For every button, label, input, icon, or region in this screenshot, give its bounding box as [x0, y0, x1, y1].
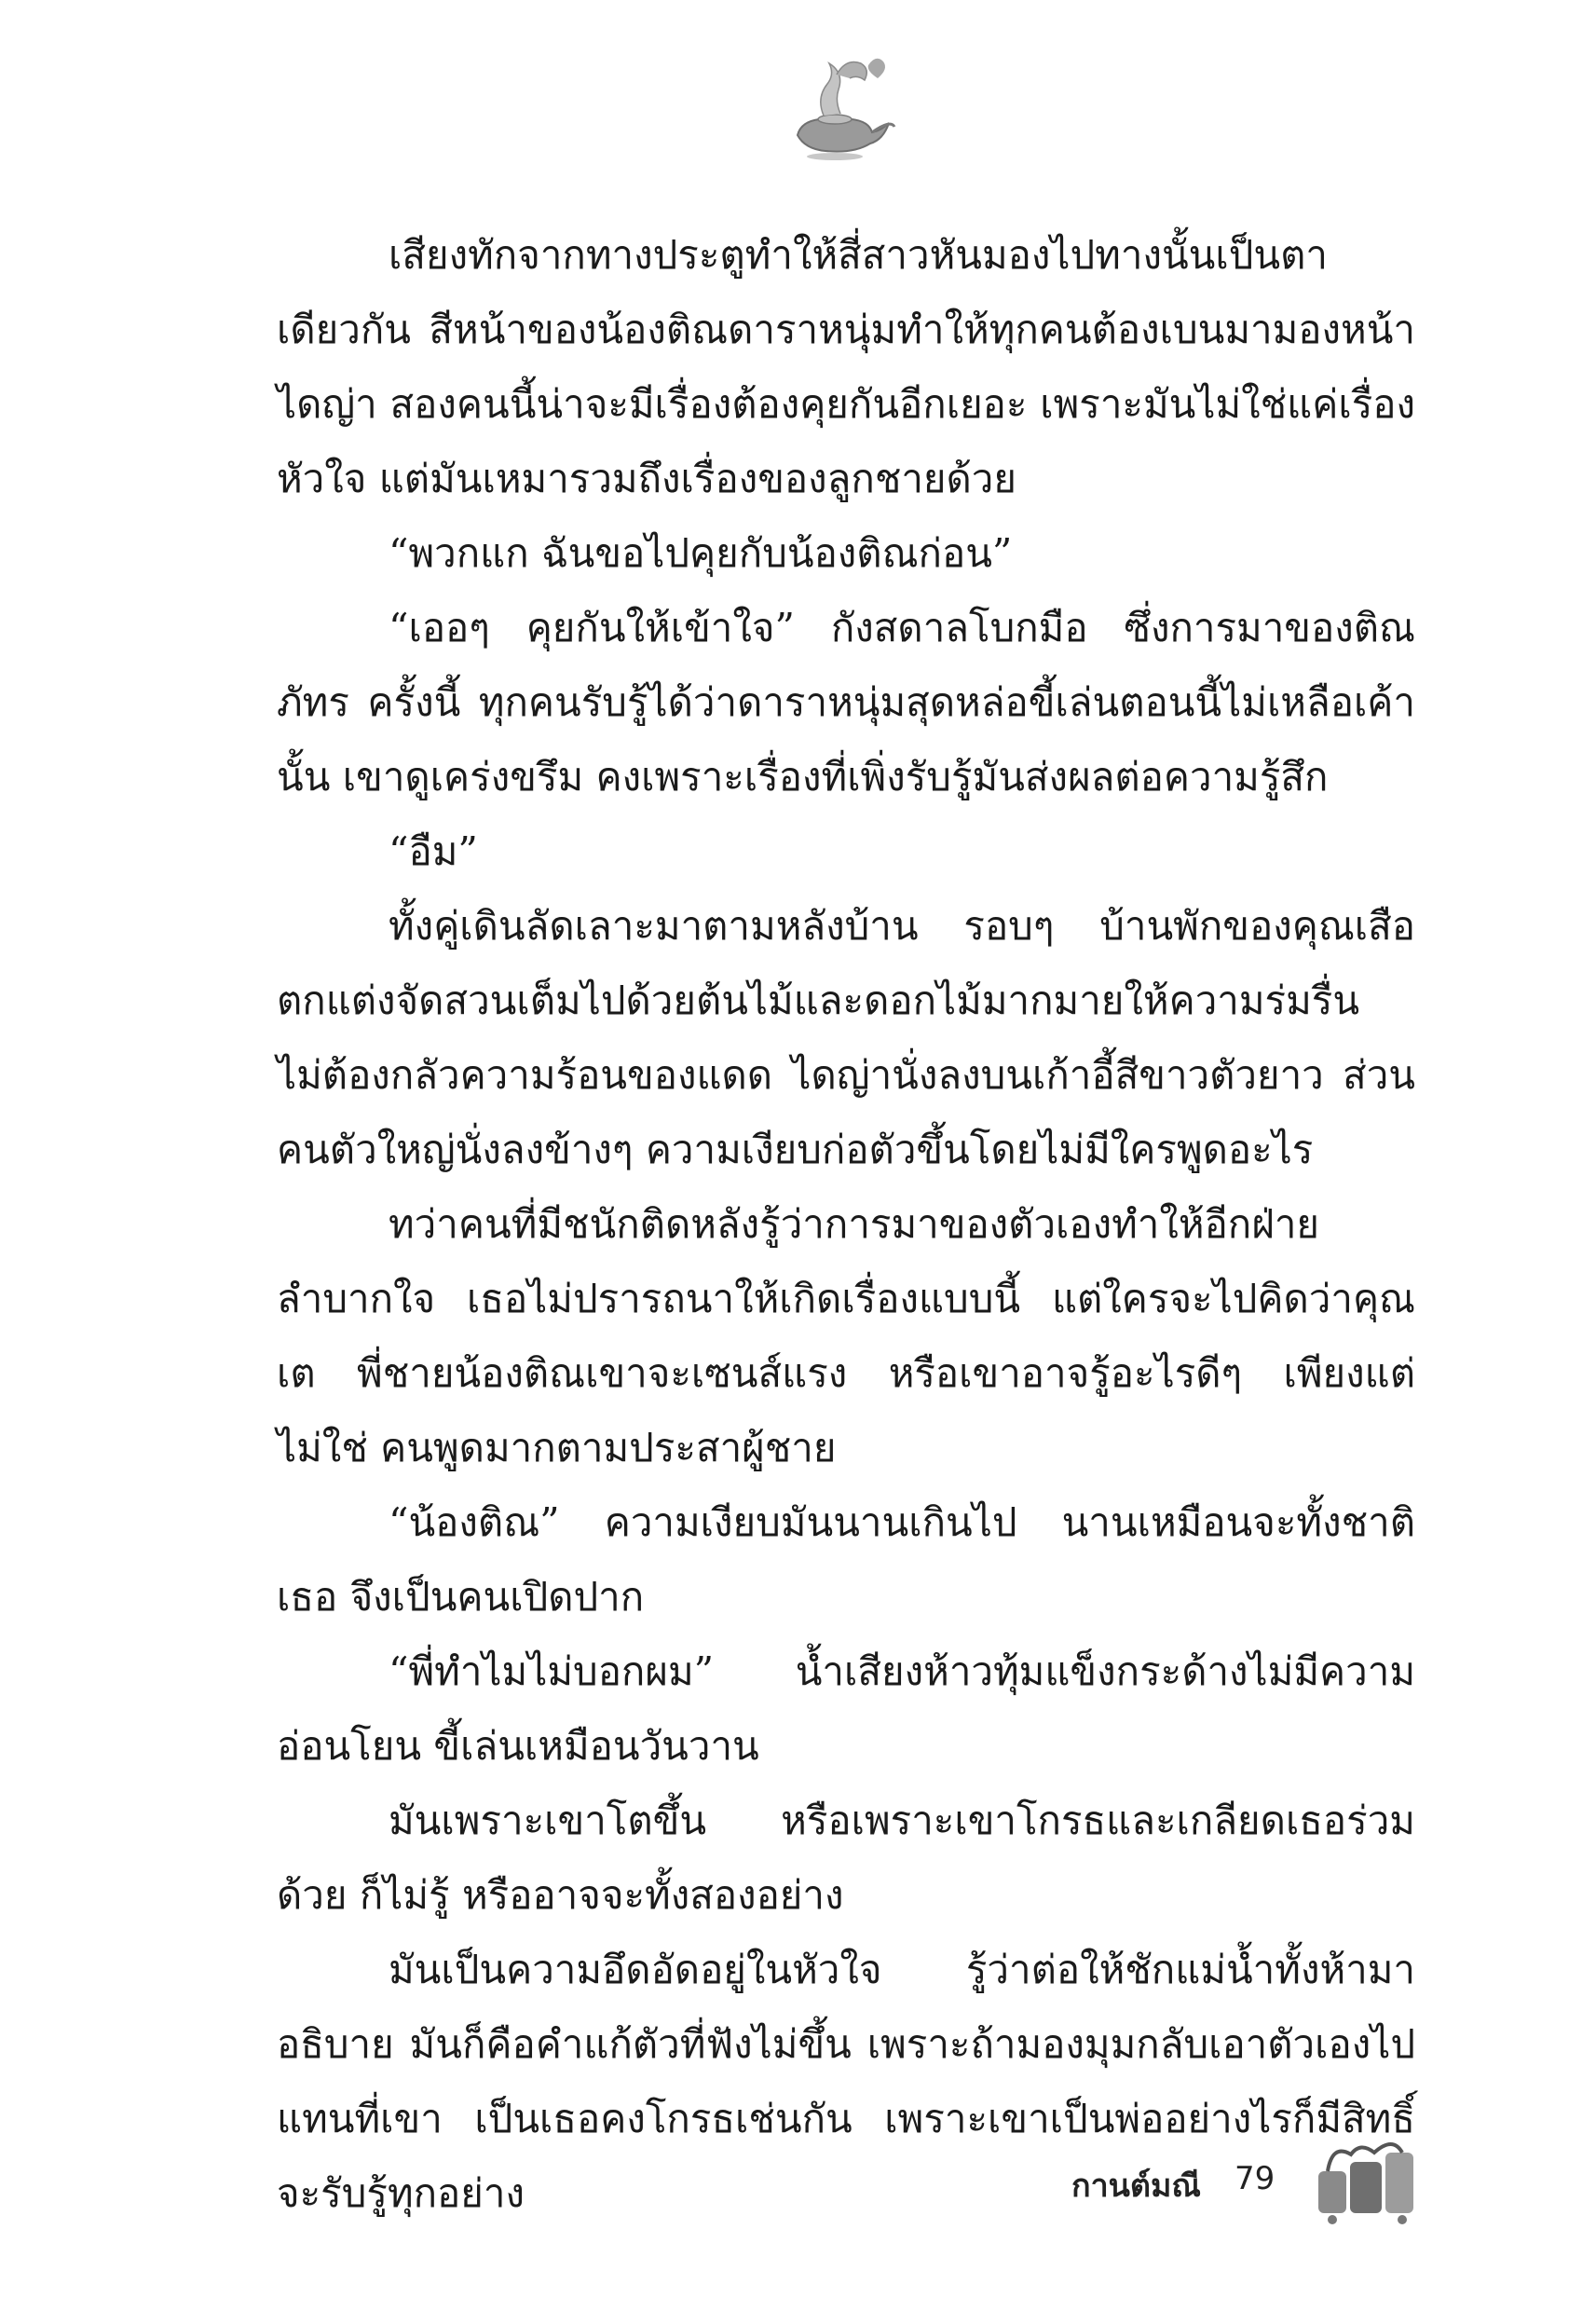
paragraph: มันเพราะเขาโตขึ้น หรือเพราะเขาโกรธและเกลียดเธอร่วมด้วย ก็ไม่รู้ หรืออาจจะทั้งสองอย่าง — [277, 1798, 1415, 1918]
paragraph: “พี่ทำไมไม่บอกผม” น้ำเสียงห้าวทุ้มแข็งกระด้างไม่มีความอ่อนโยน ขี้เล่นเหมือนวันวาน — [277, 1648, 1415, 1769]
paragraph: “เออๆ คุยกันให้เข้าใจ” กังสดาลโบกมือ ซึ่งการมาของติณภัทร ครั้งนี้ ทุกคนรับรู้ได้ว่าดาราหนุ่มสุดหล่อขี้เล่นตอนนี้ไม่เหลือเค้านั้น เขาดูเคร่งขรึม คงเพราะเรื่องที่เพิ่งรับรู้มันส่งผลต่อความรู้สึก — [277, 605, 1415, 800]
publisher-logo-icon — [1309, 2134, 1425, 2227]
paragraph: “อืม” — [389, 828, 478, 874]
paragraph: “น้องติณ” ความเงียบมันนานเกินไป นานเหมือนจะทั้งชาติ เธอ จึงเป็นคนเปิดปาก — [277, 1499, 1415, 1620]
paragraph: เสียงทักจากทางประตูทำให้สี่สาวหันมองไปทางนั้นเป็นตาเดียวกัน สีหน้าของน้องติณดาราหนุ่มทำให้ทุกคนต้องเบนมามองหน้าไดญ่า สองคนนี้น่าจะมีเรื่องต้องคุยกันอีกเยอะ เพราะมันไม่ใช่แค่เรื่องหัวใจ แต่มันเหมารวมถึงเรื่องของลูกชายด้วย — [277, 232, 1415, 501]
paragraph: มันเป็นความอึดอัดอยู่ในหัวใจ รู้ว่าต่อให้ชักแม่น้ำทั้งห้ามาอธิบาย มันก็คือคำแก้ตัวที่ฟังไม่ขึ้น เพราะถ้ามองมุมกลับเอาตัวเองไปแทนที่เขา เป็นเธอคงโกรธเช่นกัน เพราะเขาเป็นพ่ออย่างไรก็มีสิทธิ์จะรับรู้ทุกอย่าง — [277, 1947, 1415, 2216]
body-text — [277, 218, 1415, 2231]
book-title: กานต์มณี — [1071, 2167, 1201, 2205]
paragraph: ทั้งคู่เดินลัดเลาะมาตามหลังบ้าน รอบๆ บ้านพักของคุณเสือ ตกแต่งจัดสวนเต็มไปด้วยต้นไม้และดอกไม้มากมายให้ความร่มรื่น ไม่ต้องกลัวความร้อนของแดด ไดญ่านั่งลงบนเก้าอี้สีขาวตัวยาว ส่วน คนตัวใหญ่นั่งลงข้างๆ ความเงียบก่อตัวขึ้นโดยไม่มีใครพูดอะไร — [277, 903, 1415, 1172]
paragraph: “พวกแก ฉันขอไปคุยกับน้องติณก่อน” — [389, 530, 1013, 576]
genie-lamp-icon — [779, 47, 900, 168]
page-footer — [1071, 2134, 1463, 2227]
page-number: 79 — [1235, 2160, 1275, 2197]
paragraph: ทว่าคนที่มีชนักติดหลังรู้ว่าการมาของตัวเองทำให้อีกฝ่าย ลำบากใจ เธอไม่ปรารถนาให้เกิดเรื่องแบบนี้ แต่ใครจะไปคิดว่าคุณเต พี่ชายน้องติณเขาจะเซนส์แรง หรือเขาอาจรู้อะไรดีๆ เพียงแต่ไม่ใช่ คนพูดมากตามประสาผู้ชาย — [277, 1201, 1415, 1470]
